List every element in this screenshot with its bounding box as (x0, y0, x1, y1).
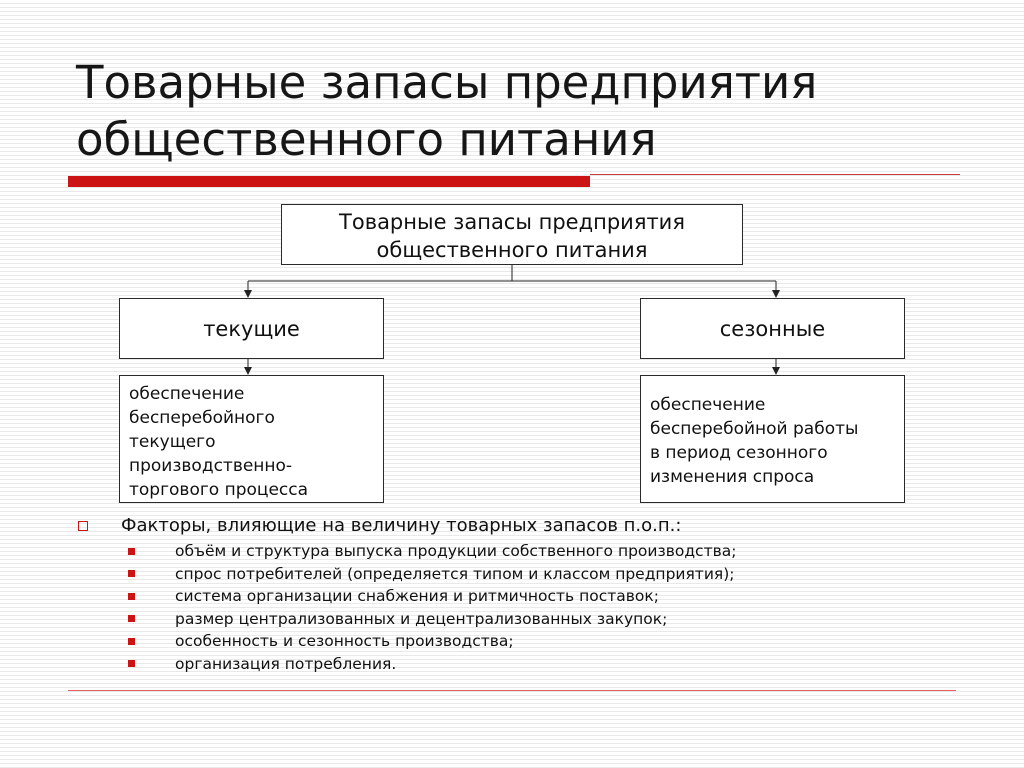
box-current-description (119, 375, 384, 503)
diagram-root-box (281, 204, 743, 265)
current-desc-line: производственно- (129, 456, 293, 476)
factors-heading-row (74, 514, 974, 538)
factor-item (74, 608, 974, 631)
factor-text: объём и структура выпуска продукции собственного производства; (175, 542, 737, 560)
factor-text: размер централизованных и децентрализованных закупок; (175, 609, 668, 628)
seasonal-desc-line: в период сезонного (650, 443, 828, 463)
factor-text: особенность и сезонность производства; (175, 632, 514, 650)
factor-item (74, 653, 974, 676)
slide-title-line-2: общественного питания (76, 113, 657, 166)
current-label: текущие (203, 317, 300, 341)
current-desc-line: торгового процесса (129, 480, 309, 500)
red-square-bullet-icon (128, 593, 135, 600)
factor-text: организация потребления. (175, 654, 397, 673)
factor-item (74, 540, 974, 563)
red-square-bullet-icon (128, 660, 135, 667)
current-desc-line: текущего (129, 432, 216, 452)
red-square-bullet-icon (128, 615, 135, 622)
factor-text: система организации снабжения и ритмичность поставок; (175, 587, 659, 605)
factors-section (74, 514, 974, 675)
seasonal-desc-line: изменения спроса (650, 467, 815, 487)
root-line-1: Товарные запасы предприятия (339, 210, 685, 234)
current-desc-line: обеспечение (129, 384, 245, 404)
root-line-2: общественного питания (376, 238, 648, 262)
slide-title-line-1: Товарные запасы предприятия (76, 56, 818, 109)
seasonal-desc-line: бесперебойной работы (650, 419, 859, 439)
seasonal-label: сезонные (719, 317, 826, 341)
factor-text: спрос потребителей (определяется типом и классом предприятия); (175, 564, 735, 583)
hollow-square-bullet-icon (78, 521, 88, 531)
box-seasonal-stocks (640, 298, 905, 359)
factor-item (74, 563, 974, 586)
factors-heading: Факторы, влияющие на величину товарных запасов п.о.п.: (121, 515, 682, 536)
factor-item (74, 585, 974, 608)
red-square-bullet-icon (128, 548, 135, 555)
seasonal-desc-line: обеспечение (650, 395, 766, 415)
current-desc-line: бесперебойного (129, 408, 275, 428)
red-square-bullet-icon (128, 570, 135, 577)
bottom-divider (68, 690, 956, 691)
red-square-bullet-icon (128, 638, 135, 645)
box-current-stocks (119, 298, 384, 359)
factor-item (74, 630, 974, 653)
box-seasonal-description (640, 375, 905, 503)
factor-list (74, 540, 974, 675)
